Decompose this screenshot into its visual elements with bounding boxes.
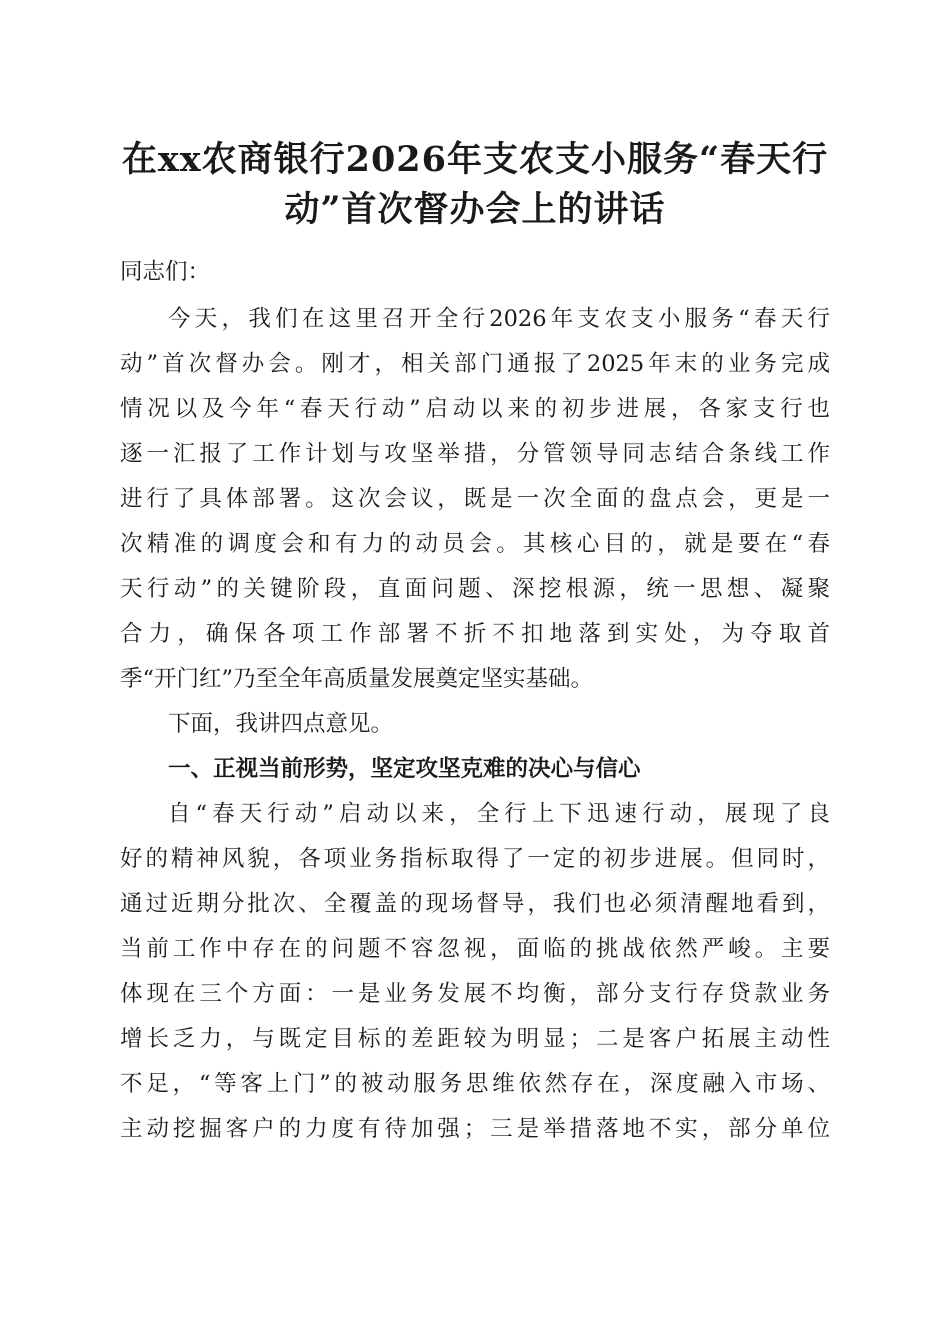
paragraph-1-line: 情况以及今年“春天行动”启动以来的初步进展，各家支行也 <box>120 396 830 422</box>
paragraph-1-line: 天行动”的关键阶段，直面问题、深挖根源，统一思想、凝聚 <box>120 576 830 602</box>
paragraph-3-line: 增长乏力，与既定目标的差距较为明显；二是客户拓展主动性 <box>120 1026 830 1052</box>
paragraph-1-line: 次精准的调度会和有力的动员会。其核心目的，就是要在“春 <box>120 531 830 557</box>
paragraph-1-line: 动”首次督办会。刚才，相关部门通报了2025年末的业务完成 <box>120 351 830 377</box>
title-line-2: 动”首次督办会上的讲话 <box>284 189 666 230</box>
paragraph-3-line: 主动挖掘客户的力度有待加强；三是举措落地不实，部分单位 <box>120 1116 830 1142</box>
paragraph-3-line: 通过近期分批次、全覆盖的现场督导，我们也必须清醒地看到， <box>120 891 830 917</box>
paragraph-1-line: 今天，我们在这里召开全行2026年支农支小服务“春天行 <box>168 306 830 332</box>
paragraph-3-line: 当前工作中存在的问题不容忽视，面临的挑战依然严峻。主要 <box>120 936 830 962</box>
paragraph-1-line: 进行了具体部署。这次会议，既是一次全面的盘点会，更是一 <box>120 486 830 512</box>
paragraph-2: 下面，我讲四点意见。 <box>168 711 394 737</box>
salutation: 同志们： <box>120 259 211 285</box>
paragraph-3-line: 好的精神风貌，各项业务指标取得了一定的初步进展。但同时， <box>120 846 830 872</box>
paragraph-1-line: 季“开门红”乃至全年高质量发展奠定坚实基础。 <box>120 666 594 692</box>
document-title <box>110 135 840 235</box>
paragraph-1-line: 合力，确保各项工作部署不折不扣地落到实处，为夺取首 <box>120 621 830 647</box>
title-line-1: 在xx农商银行2026年支农支小服务“春天行 <box>121 139 829 180</box>
paragraph-3-line: 不足，“等客上门”的被动服务思维依然存在，深度融入市场、 <box>120 1071 830 1097</box>
paragraph-3-line: 自“春天行动”启动以来，全行上下迅速行动，展现了良 <box>168 801 830 827</box>
section-heading-1: 一、正视当前形势，坚定攻坚克难的决心与信心 <box>168 756 641 782</box>
paragraph-3-line: 体现在三个方面：一是业务发展不均衡，部分支行存贷款业务 <box>120 981 830 1007</box>
paragraph-1-line: 逐一汇报了工作计划与攻坚举措，分管领导同志结合条线工作 <box>120 441 830 467</box>
